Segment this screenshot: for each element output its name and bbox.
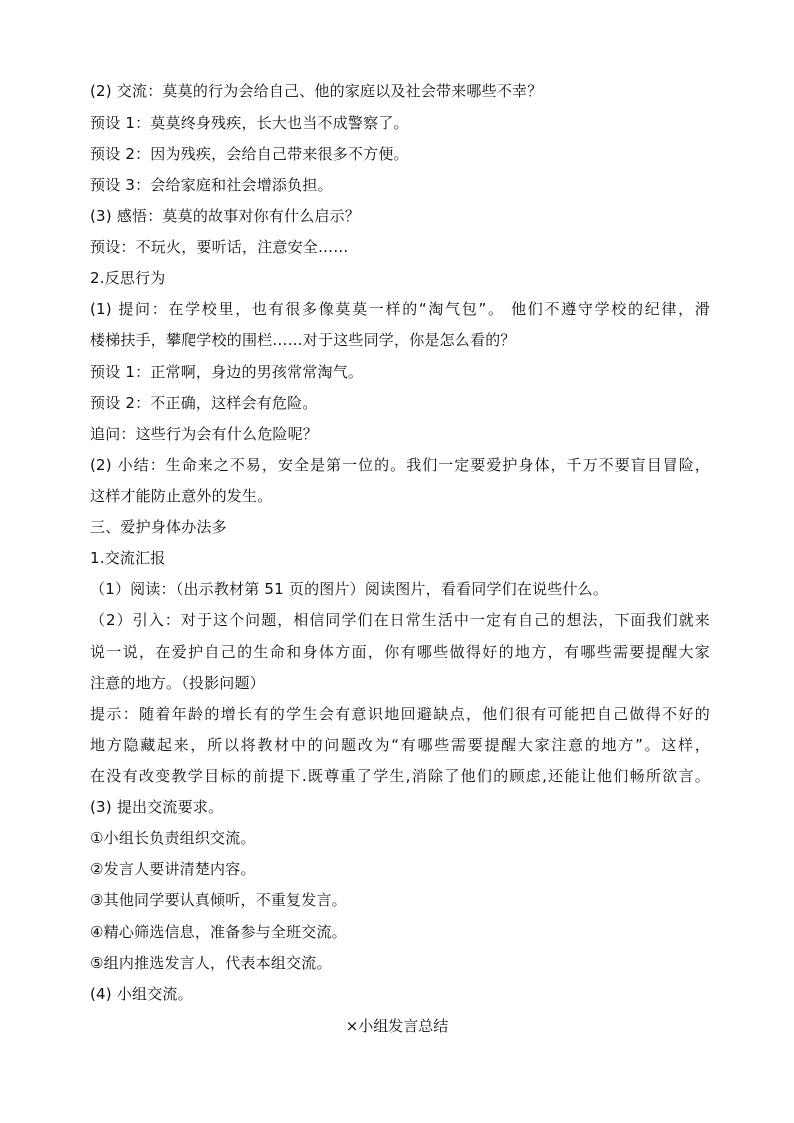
paragraph-line: (2) 小结：生命来之不易，安全是第一位的。我们一定要爱护身体，千万不要盲目冒险，	[90, 456, 710, 474]
list-item: ①小组长负责组织交流。	[90, 829, 256, 847]
paragraph-line: 预设：不玩火，要听话，注意安全……	[90, 238, 349, 256]
list-item: ⑤组内推选发言人，代表本组交流。	[90, 954, 332, 972]
paragraph-line: 在没有改变教学目标的前提下.既尊重了学生,消除了他们的顾虑,还能让他们畅所欲言。	[90, 767, 710, 785]
section-heading: 1.交流汇报	[90, 549, 166, 567]
paragraph-line: （1）阅读：（出示教材第 51 页的图片）阅读图片，看看同学们在说些什么。	[90, 580, 609, 598]
paragraph-line: (2) 交流：莫莫的行为会给自己、他的家庭以及社会带来哪些不幸？	[90, 82, 543, 100]
paragraph-line: 提示：随着年龄的增长有的学生会有意识地回避缺点，他们很有可能把自己做得不好的	[90, 705, 710, 723]
paragraph-line: (1) 提问：在学校里，也有很多像莫莫一样的“淘气包”。 他们不遵守学校的纪律，滑	[90, 300, 710, 318]
paragraph-line: 预设 1：莫莫终身残疾，长大也当不成警察了。	[90, 114, 409, 132]
paragraph-line: 注意的地方。（投影问题）	[90, 674, 265, 692]
list-item: ④精心筛选信息，准备参与全班交流。	[90, 923, 347, 941]
paragraph-line: 预设 2：因为残疾，会给自己带来很多不方便。	[90, 145, 409, 163]
paragraph-line: （2）引入：对于这个问题，相信同学们在日常生活中一定有自己的想法，下面我们就来	[90, 611, 710, 629]
section-heading: 2.反思行为	[90, 269, 166, 287]
paragraph-line: 这样才能防止意外的发生。	[90, 487, 273, 505]
paragraph-line: 预设 1：正常啊，身边的男孩常常淘气。	[90, 363, 364, 381]
paragraph-line: (3) 提出交流要求。	[90, 798, 224, 816]
paragraph-line: (3) 感悟：莫莫的故事对你有什么启示？	[90, 207, 361, 225]
paragraph-line: 地方隐藏起来，所以将教材中的问题改为“有哪些需要提醒大家注意的地方”。这样，	[90, 736, 710, 754]
paragraph-line: 追问：这些行为会有什么危险呢？	[90, 425, 319, 443]
paragraph-line: (4) 小组交流。	[90, 985, 193, 1003]
footer-caption: ×小组发言总结	[345, 1017, 449, 1035]
paragraph-line: 预设 2：不正确，这样会有危险。	[90, 394, 318, 412]
list-item: ③其他同学要认真倾听，不重复发言。	[90, 891, 347, 909]
paragraph-line: 预设 3：会给家庭和社会增添负担。	[90, 176, 333, 194]
paragraph-line: 楼梯扶手，攀爬学校的围栏……对于这些同学，你是怎么看的？	[90, 331, 516, 349]
paragraph-line: 说一说，在爱护自己的生命和身体方面，你有哪些做得好的地方，有哪些需要提醒大家	[90, 643, 710, 661]
list-item: ②发言人要讲清楚内容。	[90, 860, 256, 878]
section-heading: 三、爱护身体办法多	[90, 518, 227, 536]
